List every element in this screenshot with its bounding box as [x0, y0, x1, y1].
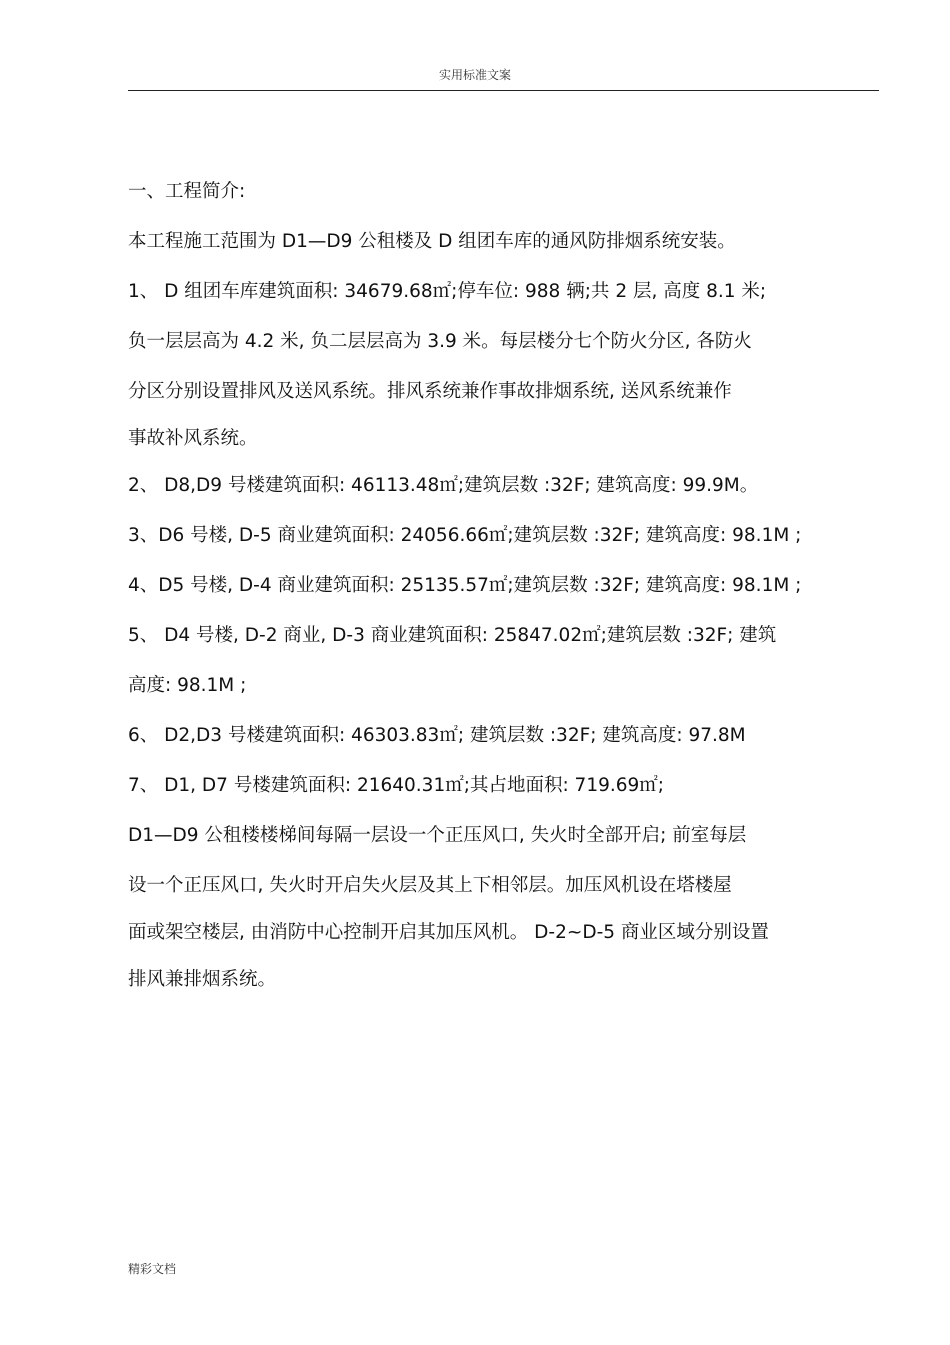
paragraph-line: 5、 D4 号楼, D-2 商业, D-3 商业建筑面积: 25847.02㎡;建筑层数 :32F; 建筑 — [128, 625, 777, 646]
paragraph-line: 分区分别设置排风及送风系统。排风系统兼作事故排烟系统, 送风系统兼作 — [128, 381, 732, 402]
paragraph-line: 高度: 98.1M ; — [128, 675, 247, 696]
paragraph-line: 排风兼排烟系统。 — [128, 969, 277, 990]
paragraph-line: 3、D6 号楼, D-5 商业建筑面积: 24056.66㎡;建筑层数 :32F; 建筑高度: 98.1M ; — [128, 525, 802, 546]
document-body — [128, 176, 888, 1014]
paragraph-line: 7、 D1, D7 号楼建筑面积: 21640.31㎡;其占地面积: 719.69㎡; — [128, 775, 665, 796]
paragraph-line: 面或架空楼层, 由消防中心控制开启其加压风机。 D-2~D-5 商业区域分别设置 — [128, 922, 769, 943]
paragraph-line: 4、D5 号楼, D-4 商业建筑面积: 25135.57㎡;建筑层数 :32F; 建筑高度: 98.1M ; — [128, 575, 802, 596]
header-divider — [128, 90, 879, 91]
paragraph-line: 负一层层高为 4.2 米, 负二层层高为 3.9 米。每层楼分七个防火分区, 各防火 — [128, 331, 752, 352]
paragraph-line: 6、 D2,D3 号楼建筑面积: 46303.83㎡; 建筑层数 :32F; 建筑高度: 97.8M — [128, 725, 746, 746]
paragraph-line: 事故补风系统。 — [128, 428, 258, 449]
paragraph-line: 2、 D8,D9 号楼建筑面积: 46113.48㎡;建筑层数 :32F; 建筑高度: 99.9M。 — [128, 475, 759, 496]
page-header: 实用标准文案 — [438, 68, 511, 82]
page-footer: 精彩文档 — [128, 1262, 177, 1276]
paragraph-line: D1—D9 公租楼楼梯间每隔一层设一个正压风口, 失火时全部开启; 前室每层 — [128, 825, 747, 846]
paragraph-line: 本工程施工范围为 D1—D9 公租楼及 D 组团车库的通风防排烟系统安装。 — [128, 231, 736, 252]
section-heading: 一、工程简介: — [128, 181, 246, 202]
paragraph-line: 设一个正压风口, 失火时开启失火层及其上下相邻层。加压风机设在塔楼屋 — [128, 875, 732, 896]
paragraph-line: 1、 D 组团车库建筑面积: 34679.68㎡;停车位: 988 辆;共 2 层, 高度 8.1 米; — [128, 281, 767, 302]
